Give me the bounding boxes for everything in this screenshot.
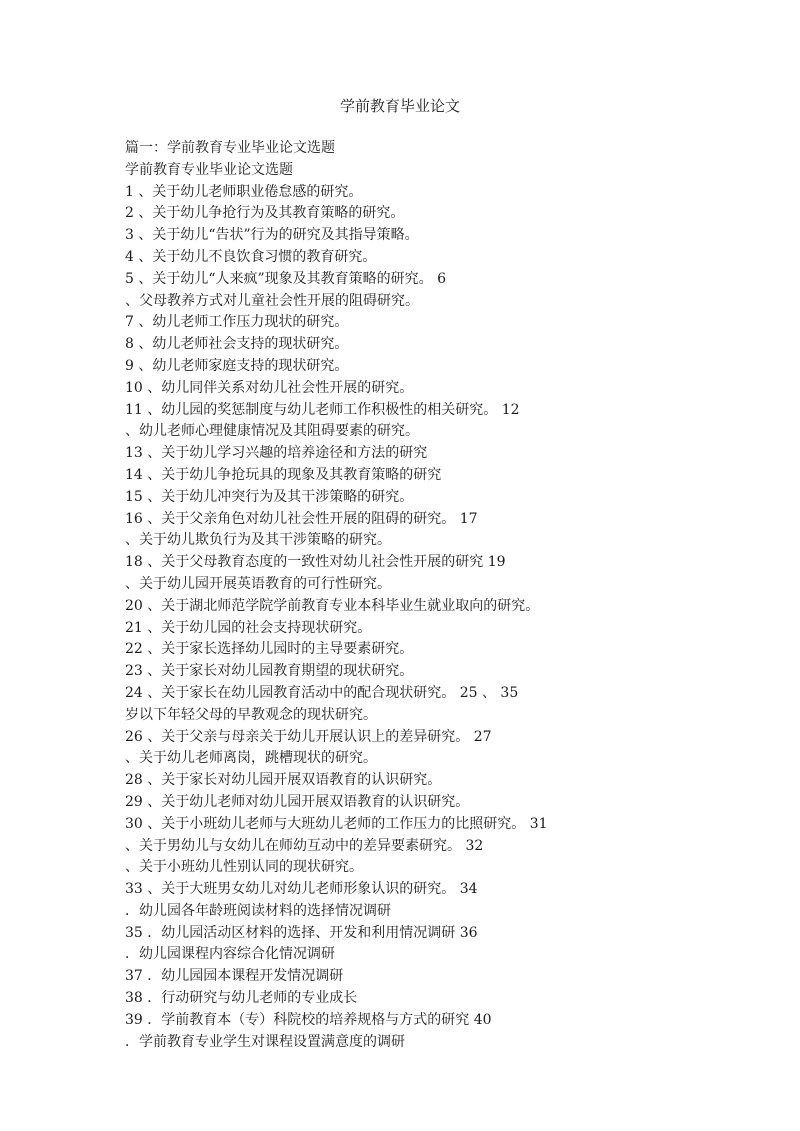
text-line: 28 、关于家长对幼儿园开展双语教育的认识研究。 xyxy=(125,772,442,789)
text-line: 篇一：学前教育专业毕业论文选题 xyxy=(125,140,335,156)
text-line: 、关于幼儿欺负行为及其干涉策略的研究。 xyxy=(125,532,391,549)
text-line: 20 、关于湖北师范学院学前教育专业本科毕业生就业取向的研究。 xyxy=(125,597,540,614)
text-line: 3 、关于幼儿“告状”行为的研究及其指导策略。 xyxy=(125,227,419,244)
text-line: 33 、关于大班男女幼儿对幼儿老师形象认识的研究。 34 xyxy=(125,881,478,898)
text-line: 9 、幼儿老师家庭支持的现状研究。 xyxy=(125,357,349,374)
text-line: 37 ．幼儿园园本课程开发情况调研 xyxy=(125,968,344,985)
text-line: 22 、关于家长选择幼儿园时的主导要素研究。 xyxy=(125,641,414,658)
text-line: 14 、关于幼儿争抢玩具的现象及其教育策略的研究 xyxy=(125,466,442,483)
text-line: 8 、幼儿老师社会支持的现状研究。 xyxy=(125,336,349,353)
text-line: 23 、关于家长对幼儿园教育期望的现状研究。 xyxy=(125,663,414,680)
document-body xyxy=(125,138,765,1053)
text-line: 29 、关于幼儿老师对幼儿园开展双语教育的认识研究。 xyxy=(125,793,470,810)
text-line: 38 ．行动研究与幼儿老师的专业成长 xyxy=(125,990,358,1007)
text-line: 13 、关于幼儿学习兴趣的培养途径和方法的研究 xyxy=(125,445,428,462)
text-line: 30 、关于小班幼儿老师与大班幼儿老师的工作压力的比照研究。 31 xyxy=(125,815,548,832)
text-line: 岁以下年轻父母的早教观念的现状研究。 xyxy=(125,706,377,723)
text-line: 11 、幼儿园的奖惩制度与幼儿老师工作积极性的相关研究。 12 xyxy=(125,401,520,418)
text-line: 、父母教养方式对儿童社会性开展的阻碍研究。 xyxy=(125,292,419,309)
document-title: 学前教育毕业论文 xyxy=(339,97,460,115)
text-line: 学前教育专业毕业论文选题 xyxy=(125,161,293,178)
text-line: ．学前教育专业学生对课程设置满意度的调研 xyxy=(125,1033,405,1050)
text-line: ．幼儿园各年龄班阅读材料的选择情况调研 xyxy=(125,902,391,919)
text-line: 35 ．幼儿园活动区材料的选择、开发和利用情况调研 36 xyxy=(125,924,478,941)
text-line: 18 、关于父母教育态度的一致性对幼儿社会性开展的研究 19 xyxy=(125,554,506,571)
text-line: 、关于小班幼儿性别认同的现状研究。 xyxy=(125,859,363,876)
text-line: 16 、关于父亲角色对幼儿社会性开展的阻碍的研究。 17 xyxy=(125,510,478,527)
text-line: 24 、关于家长在幼儿园教育活动中的配合现状研究。 25 、 35 xyxy=(125,684,519,701)
text-line: 39 ．学前教育本（专）科院校的培养规格与方式的研究 40 xyxy=(125,1011,492,1028)
text-line: 、关于幼儿园开展英语教育的可行性研究。 xyxy=(125,575,391,592)
text-line: 15 、关于幼儿冲突行为及其干涉策略的研究。 xyxy=(125,488,414,505)
text-line: 7 、幼儿老师工作压力现状的研究。 xyxy=(125,314,349,331)
text-line: 21 、关于幼儿园的社会支持现状研究。 xyxy=(125,619,372,636)
text-line: 、关于男幼儿与女幼儿在师幼互动中的差异要素研究。 32 xyxy=(125,837,484,854)
text-line: 10 、幼儿同伴关系对幼儿社会性开展的研究。 xyxy=(125,379,414,396)
text-line: 、幼儿老师心理健康情况及其阻碍要素的研究。 xyxy=(125,423,419,440)
text-line: 4 、关于幼儿不良饮食习惯的教育研究。 xyxy=(125,248,377,265)
text-line: ．幼儿园课程内容综合化情况调研 xyxy=(125,946,335,963)
text-line: 2 、关于幼儿争抢行为及其教育策略的研究。 xyxy=(125,205,405,222)
text-line: 5 、关于幼儿“人来疯”现象及其教育策略的研究。 6 xyxy=(125,270,447,287)
text-line: 1 、关于幼儿老师职业倦怠感的研究。 xyxy=(125,183,363,200)
text-line: 26 、关于父亲与母亲关于幼儿开展认识上的差异研究。 27 xyxy=(125,728,492,745)
text-line: 、关于幼儿老师离岗，跳槽现状的研究。 xyxy=(125,750,377,767)
